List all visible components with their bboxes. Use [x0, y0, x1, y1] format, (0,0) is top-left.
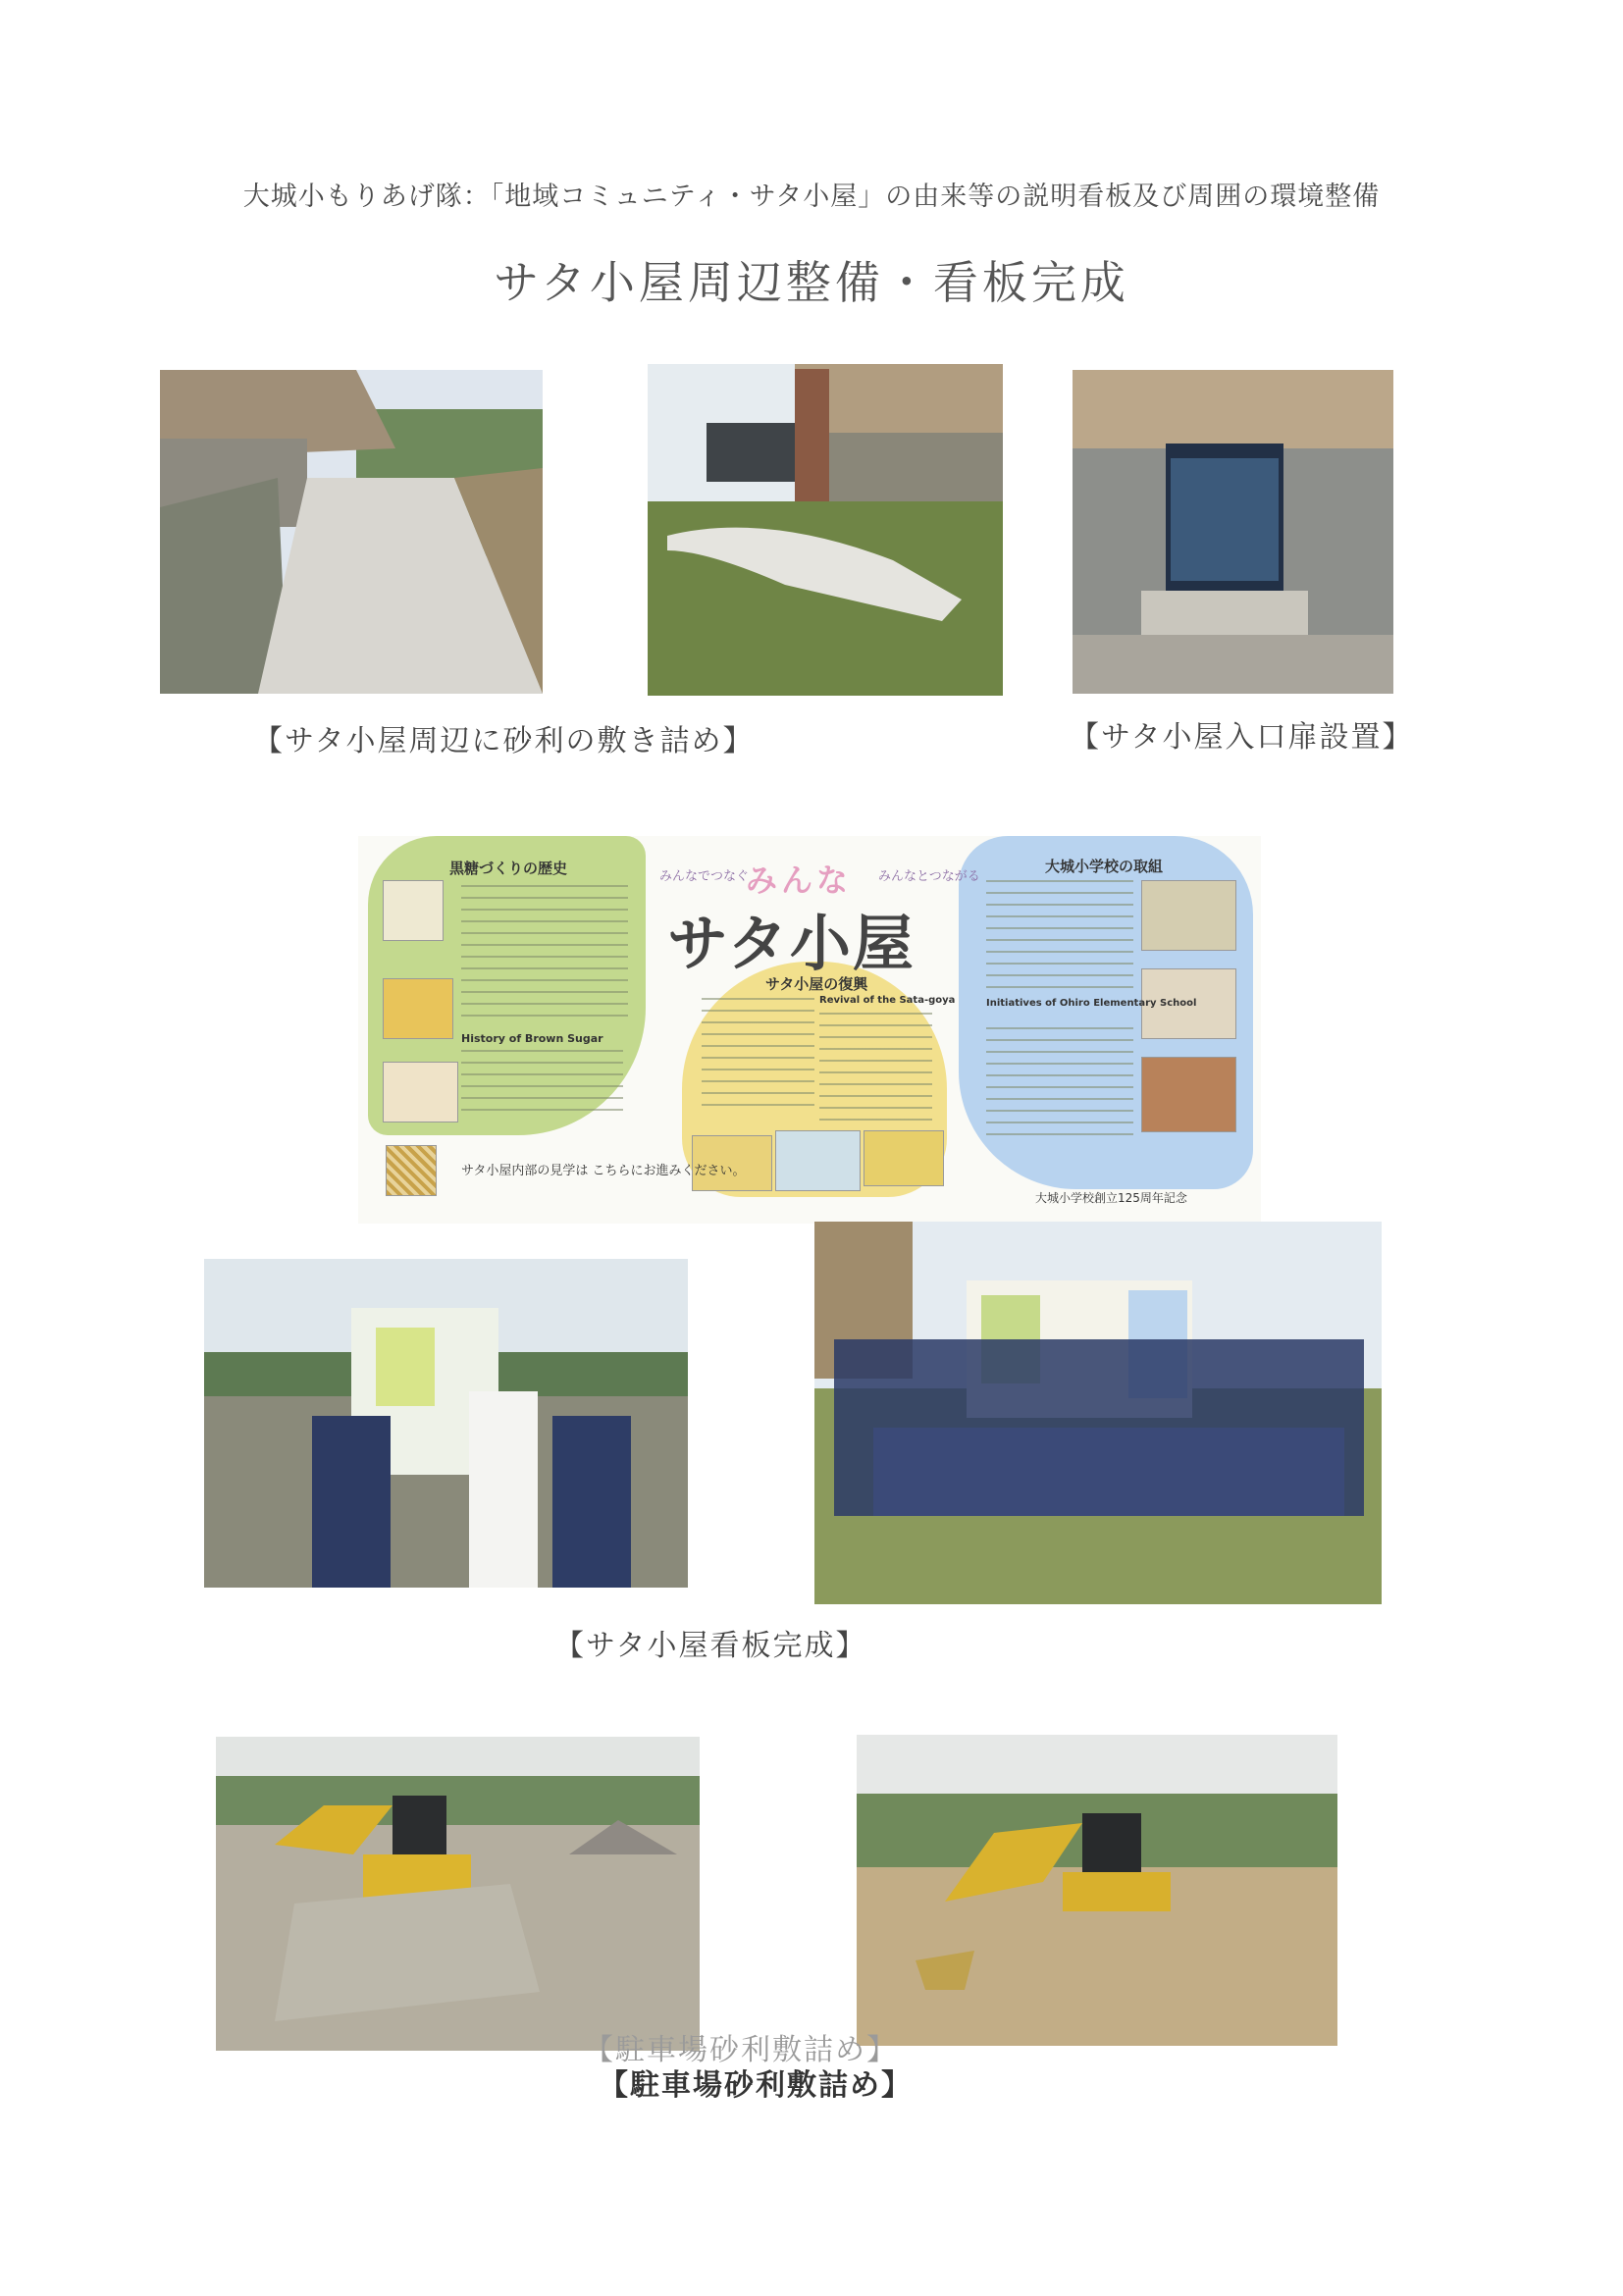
sign-drawing-2 [775, 1130, 861, 1191]
sign-drawing-3 [864, 1130, 944, 1186]
caption-gravel-around: 【サタ小屋周辺に砂利の敷き詰め】 [253, 724, 755, 758]
sign-left-text-en [461, 1050, 623, 1119]
sign-visit-caption: サタ小屋内部の見学は こちらにお進みください。 [461, 1164, 746, 1178]
photo-excavator-right [857, 1735, 1337, 2046]
sign-image-4 [1141, 880, 1236, 951]
photo-excavator-left [216, 1737, 700, 2051]
photo-chimney-path [648, 364, 1003, 696]
sign-right-text [986, 880, 1133, 988]
sign-image-3 [383, 1062, 458, 1122]
sign-left-text [461, 885, 628, 1022]
sign-footer: 大城小学校創立125周年記念 [1035, 1191, 1187, 1205]
caption-parking: 【駐車場砂利敷詰め】 [599, 2068, 913, 2103]
sign-right-text-en [986, 1027, 1133, 1135]
caption-sign-done: 【サタ小屋看板完成】 [554, 1629, 867, 1663]
sign-tag-left: みんなでつなぐ [659, 869, 750, 884]
qr-code [386, 1145, 437, 1196]
sign-right-heading: 大城小学校の取組 [1045, 858, 1164, 875]
sign-center-text [702, 998, 814, 1116]
photo-students-with-sign [814, 1222, 1382, 1604]
caption-parking-ghost: 【駐車場砂利敷詰め】 [584, 2033, 898, 2067]
sign-center-heading: サタ小屋の復興 [765, 975, 868, 993]
sign-tag-right: みんなとつながる [878, 869, 980, 884]
caption-door: 【サタ小屋入口扉設置】 [1070, 720, 1414, 755]
sign-left-heading: 黒糖づくりの歴史 [449, 860, 568, 877]
sign-image-6 [1141, 1057, 1236, 1132]
photo-students-installing-sign [204, 1259, 688, 1588]
sign-english-left: History of Brown Sugar [461, 1032, 603, 1045]
sign-center-text-en [819, 1013, 932, 1121]
page-title: サタ小屋周辺整備・看板完成 [494, 256, 1129, 309]
sign-english-center: Revival of the Sata-goya [819, 995, 956, 1006]
sign-minna: みんな [746, 861, 853, 899]
photo-gravel-path [160, 370, 543, 694]
photo-hut-door [1073, 370, 1393, 694]
sign-english-right: Initiatives of Ohiro Elementary School [986, 998, 1197, 1009]
sign-image-2 [383, 978, 453, 1039]
sata-goya-signboard [358, 836, 1261, 1224]
sign-image-1 [383, 880, 444, 941]
page-subtitle: 大城小もりあげ隊：「地域コミュニティ・サタ小屋」の由来等の説明看板及び周囲の環境整備 [242, 182, 1381, 212]
sign-big-title: サタ小屋 [667, 908, 916, 979]
